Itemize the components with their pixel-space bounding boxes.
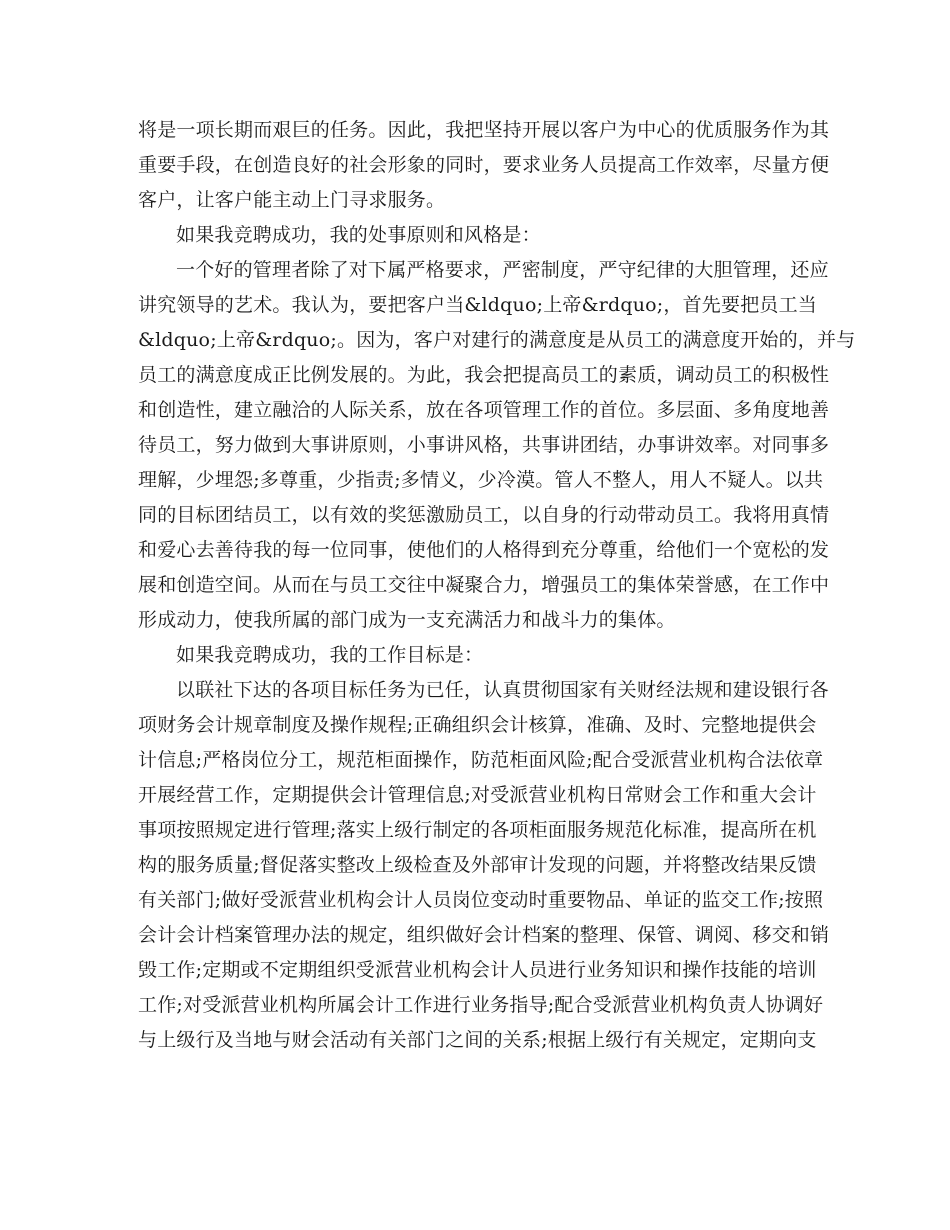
text-line: 讲究领导的艺术。我认为，要把客户当&ldquo;上帝&rdquo;，首先要把员工当 xyxy=(138,294,817,316)
text-line: 和创造性，建立融洽的人际关系，放在各项管理工作的首位。多层面、多角度地善 xyxy=(138,399,830,421)
text-line: 项财务会计规章制度及操作规程;正确组织会计核算，准确、及时、完整地提供会 xyxy=(138,714,817,736)
text-line: 有关部门;做好受派营业机构会计人员岗位变动时重要物品、单证的监交工作;按照 xyxy=(138,889,824,911)
text-line: 会计会计档案管理办法的规定，组织做好会计档案的整理、保管、调阅、移交和销 xyxy=(138,924,830,946)
text-line: 开展经营工作，定期提供会计管理信息;对受派营业机构日常财会工作和重大会计 xyxy=(138,784,817,806)
text-line: 员工的满意度成正比例发展的。为此，我会把提高员工的素质，调动员工的积极性 xyxy=(138,364,830,386)
text-line: 和爱心去善待我的每一位同事，使他们的人格得到充分尊重，给他们一个宽松的发 xyxy=(138,539,830,561)
text-line: 形成动力，使我所属的部门成为一支充满活力和战斗力的集体。 xyxy=(138,609,676,631)
text-line: 事项按照规定进行管理;落实上级行制定的各项柜面服务规范化标准，提高所在机 xyxy=(138,819,817,841)
text-line: 待员工，努力做到大事讲原则，小事讲风格，共事讲团结，办事讲效率。对同事多 xyxy=(138,434,830,456)
paragraph-heading: 如果我竞聘成功，我的处事原则和风格是： xyxy=(176,224,541,246)
text-line: 构的服务质量;督促落实整改上级检查及外部审计发现的问题，并将整改结果反馈 xyxy=(138,854,817,876)
text-line: 同的目标团结员工，以有效的奖惩激励员工，以自身的行动带动员工。我将用真情 xyxy=(138,504,830,526)
text-line: 工作;对受派营业机构所属会计工作进行业务指导;配合受派营业机构负责人协调好 xyxy=(138,994,824,1016)
text-line: 客户，让客户能主动上门寻求服务。 xyxy=(138,189,446,211)
text-line: 计信息;严格岗位分工，规范柜面操作，防范柜面风险;配合受派营业机构合法依章 xyxy=(138,749,824,771)
text-line: 展和创造空间。从而在与员工交往中凝聚合力，增强员工的集体荣誉感，在工作中 xyxy=(138,574,830,596)
text-line: 理解，少埋怨;多尊重，少指责;多情义，少冷漠。管人不整人，用人不疑人。以共 xyxy=(138,469,824,491)
text-line: &ldquo;上帝&rdquo;。因为，客户对建行的满意度是从员工的满意度开始的，并与 xyxy=(138,329,856,351)
text-line: 将是一项长期而艰巨的任务。因此，我把坚持开展以客户为中心的优质服务作为其 xyxy=(138,119,830,141)
text-line: 毁工作;定期或不定期组织受派营业机构会计人员进行业务知识和操作技能的培训 xyxy=(138,959,817,981)
text-line: 一个好的管理者除了对下属严格要求，严密制度，严守纪律的大胆管理，还应 xyxy=(176,259,829,281)
text-line: 与上级行及当地与财会活动有关部门之间的关系;根据上级行有关规定，定期向支 xyxy=(138,1029,817,1051)
text-line: 以联社下达的各项目标任务为已任，认真贯彻国家有关财经法规和建设银行各 xyxy=(176,679,829,701)
paragraph-heading: 如果我竞聘成功，我的工作目标是： xyxy=(176,644,484,666)
text-line: 重要手段，在创造良好的社会形象的同时，要求业务人员提高工作效率，尽量方便 xyxy=(138,154,830,176)
